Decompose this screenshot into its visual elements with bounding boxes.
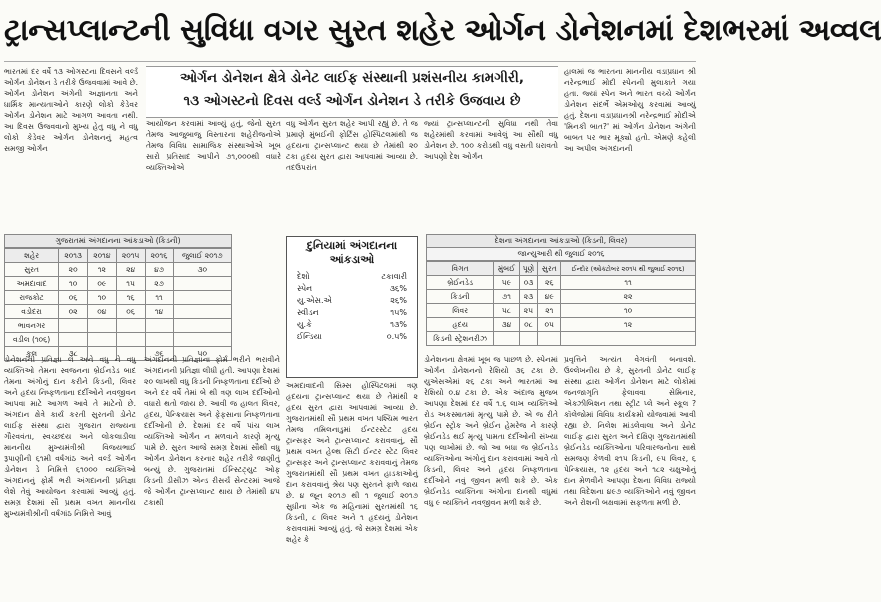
table-cell [561,332,696,346]
table-cell [173,277,232,291]
table-cell: ૦૯ [88,277,117,291]
table-cell: વડોદરા [5,305,59,319]
column-bottom-5: પ્રવૃત્તિને અત્યંત વેગવંતી બનાવશે. ઉલ્લેખનીય છે કે, સુરતની ડોનેટ લાઈફ સંસ્થા દ્વારા ઓર્ગન ડોનેશન માટે લોકોમાં જનજાગૃતિ ફેલાવવા સેમિનાર, એક્ઝીબિશન તથા સ્ટ્રીટ પ્લે અને સ્કૂલ ? કૉલેજોમાં વિવિધ કાર્યક્રમો યોજવામાં આવી રહ્યા છે. નિલેશ માંડલેવાલા અને ડોનેટ લાઈફ દ્વારા સુરત અને દક્ષિણ ગુજરાતમાંથી બ્રેઈનડેડ વ્યક્તિઓના પરિવારજનોના સાથે સમજણ કેળવી ૨૧૫ કિડની, ૯૫ લિવર, ૬ પેન્ક્રિયાસ, ૧૨ હૃદય અને ૧૮૨ ચક્ષુઓનું દાન મેળવીને આપણા દેશના વિવિધ રાજ્યો તથા વિદેશના ૪૯૭ વ્યક્તિઓને નવું જીવન અને રોશની બક્ષવામાં સફળતા મળી છે. [564,355,696,507]
table-cell [59,319,88,333]
table-header: પૂણે [519,262,538,276]
world-box-percent: ૩૬% [389,284,407,293]
subheadline-line-2: ૧૩ ઓગસ્ટનો દિવસ વર્લ્ડ ઓર્ગન ડોનેશન ડે તરીકે ઉજવાય છે [183,93,521,109]
table-cell: ૨૦ [59,263,88,277]
world-box-title: દુનિયામાં અંગદાનના આંકડાઓ [306,239,398,266]
column-bottom-2: અંગદાનની પ્રતિજ્ઞાના ફોર્મ ભરીને ભરાવીને અંગદાનની પ્રતિજ્ઞા લીધી હતી. આપણા દેશમાં ૨૦ લાખથી વધુ કિડની નિષ્ફળતાના દર્દીઓ છે અને દર વર્ષે તેમાં બે થી ત્રણ લાખ દર્દીઓનો વધારો થતો જાય છે. આવી જ હાલત લિવર, હૃદય, પેન્ક્રિયાસ અને ફેફસાના નિષ્ફળતાના દર્દીઓની છે. દેશમાં દર વર્ષે પાંચ લાખ વ્યક્તિઓ ઓર્ગન ન મળવાને કારણે મૃત્યુ પામે છે. સુરત આજે સમગ્ર દેશમાં સૌથી વધુ ઓર્ગન ડોનેશન કરનાર શહેર તરીકે જાણીતું બન્યું છે. ગુજરાતમાં ઈન્સ્ટિટ્યુટ ઓફ કિડની ડીસીઝ એન્ડ રીસર્ચ સેન્ટરમાં આજે જે ઓર્ગન ટ્રાન્સપ્લાન્ટ થાય છે તેમાંથી ૪૫ ટકાથી [144,355,280,507]
column-bottom-4: ડોનેશનના ક્ષેત્રમાં ખૂબ જ પાછળ છે. સ્પેનમાં ઓર્ગન ડોનેશનનો રેશિયો ૩૬ ટકા છે. યુએસએમાં ૨૬ ટકા અને ભારતમાં આ રેશિયો ૦.૪ ટકા છે. એક અંદાજ મુજબ આપણા દેશમાં દર વર્ષે ૧.૬ લાખ વ્યક્તિઓ રોડ અકસ્માતમાં મૃત્યુ પામે છે. એ જ રીતે બ્રેઈન સ્ટ્રોક અને બ્રેઈન હેમરેજ ને કારણે બ્રેઈનડેડ થઈ મૃત્યુ પામતા દર્દીઓની સંખ્યા પણ લાખોમાં છે. જો આ બધા જ બ્રેઈનડેડ વ્યક્તિઓના અંગોનું દાન કરાવવામાં આવે તો કિડની, લિવર અને હૃદય નિષ્ફળતાના દર્દીઓને નવું જીવન મળી શકે છે. એક બ્રેઈનડેડ વ્યક્તિના અંગોના દાનથી વધુમાં વધુ ૯ વ્યક્તિને નવજીવન મળી શકે છે. [424,355,558,507]
table-cell: ૨૪ [116,263,145,277]
table-row [427,290,696,304]
table-cell: ૧૧ [561,276,696,290]
headline-rule [4,61,696,62]
table-cell: ૫૦ [173,347,232,361]
table-cell: લિવર [427,304,494,318]
table-cell: ૩૪ [494,318,519,332]
india-table-subtitle: જાન્યુઆરી થી જુલાઈ ૨૦૧૬ [426,248,696,261]
table-cell: ૩૮ [59,347,88,361]
world-box-country: સ્પેન [297,284,313,293]
table-cell: ૦૮ [519,318,538,332]
column-bottom-3: અમદાવાદની સિમ્સ હોસ્પિટલમાં ત્રણ હૃદયના ટ્રાન્સપ્લાન્ટ થયા છે તેમાંથી ૨ હૃદય સુરત દ્વારા આપવામાં આવ્યા છે. ગુજરાતમાંથી સૌ પ્રથમ વખત પશ્ચિમ ભારત તેમજ તમિલનાડુમાં ઈન્ટરસ્ટેટ હૃદય ટ્રાન્સફર અને ટ્રાન્સપ્લાન્ટ કરાવવાનું, સૌ પ્રથમ વખત હેલ્થ સિટી ઈન્ટર સ્ટેટ લિવર ટ્રાન્સફર અને ટ્રાન્સપ્લાન્ટ કરાવવાનું તેમજ ગુજરાતમાંથી સૌ પ્રથમ વખત હાડકાઓનું દાન કરાવવાનું શ્રેય પણ સુરતને ફાળે જાય છે. ૪ જૂન ૨૦૧૭ થી ૧ જુલાઈ ૨૦૧૭ સુધીના એક જ મહિનામાં સુરતમાંથી ૧૬ કિડની, ૮ લિવર અને ૧ હૃદયનું ડોનેશન કરાવવામાં આવ્યું હતું. જે સમગ્ર દેશમાં એક શહેર કે [286,381,418,544]
table-cell: બ્રેઈનડેડ [427,276,494,290]
column-top-2: આયોજન કરવામાં આવ્યું હતું, જેનો સુરત તેમજ આજુબાજુ વિસ્તારના શહેરીજનોએ તેમજ વિવિધ સામાજિક સંસ્થાઓએ ખૂબ સારો પ્રતિસાદ આપીને ૭૧,૦૦૦થી વધારે વ્યક્તિઓએ [146,119,281,172]
gujarat-table-title: ગુજરાતમાં અંગદાનના આંકડાઓ (કિડની) [4,234,232,248]
table-cell: ૪૭ [145,263,173,277]
table-cell [88,319,117,333]
table-cell: ૧૪ [145,305,173,319]
world-box-percent: ૧૫% [390,308,407,317]
table-cell: ૧૦ [561,304,696,318]
table-cell: ૧૦ [88,291,117,305]
table-cell: વડીલ (૧૦૬) [5,333,59,347]
subheadline-box [146,66,558,118]
table-cell [145,333,173,347]
table-row [427,318,696,332]
table-header: જુલાઈ ૨૦૧૭ [173,249,232,263]
gujarat-organ-table [4,234,232,361]
table-cell: ૪૯ [538,290,561,304]
world-box-header [287,271,417,283]
table-row [5,319,232,333]
table-row [427,276,696,290]
table-header: મુંબઈ [494,262,519,276]
table-cell [59,333,88,347]
table-cell: ૫૮ [494,304,519,318]
world-box-country: યુ.એસ.એ [297,296,332,305]
column-top-3: વધુ ઓર્ગન સુરત શહેર આપી રહ્યું છે. તે જ પ્રમાણે મુંબઈની ફોર્ટિસ હોસ્પિટલમાંથી જ હૃદયના ટ્રાન્સપ્લાન્ટ થયા છે તેમાંથી ૨૦ ટકા હૃદય સુરત દ્વારા આપવામાં આવ્યા છે. તદઉપરાંત [286,119,418,172]
table-cell [116,333,145,347]
table-cell: હૃદય [427,318,494,332]
table-cell: ૨૭ [145,277,173,291]
column-top-5: હાલમાં જ ભારતના માનનીય વડાપ્રધાન શ્રી નરેન્દ્રભાઈ મોદી સ્પેનની મુલાકાતે ગયા હતા. જ્યાં સ્પેન અને ભારત વચ્ચે ઓર્ગન ડોનેશન સંદર્ભે એમઓયુ કરવામાં આવ્યું હતું. દેશના વડાપ્રધાનશ્રી નરેન્દ્રભાઈ મોદીએ 'મિનકી બાત?' માં ઓર્ગન ડોનેશન અંગેની બાબત પર ભાર મૂક્યો હતો. એમણે કહેલી આ અપીલ અંગદાનની [564,67,696,153]
table-cell [494,332,519,346]
column-top-4: જ્યાં ટ્રાન્સપ્લાન્ટની સુવિધા નથી તેવા શહેરમાંથી કરવામાં આવેલું આ સૌથી વધુ ડોનેશન છે. ૧૦૦ કરોડથી વધુ વસતી ધરાવતો આપણો દેશ ઓર્ગન [424,119,558,161]
table-cell: ૧૦ [59,277,88,291]
world-box-row [287,283,417,295]
table-header: સુરત [538,262,561,276]
table-cell [519,332,538,346]
table-row [427,304,696,318]
table-header: વિગત [427,262,494,276]
table-cell: ૨૧ [538,304,561,318]
world-box-row [287,331,417,343]
table-cell: ભાવનગર [5,319,59,333]
world-box-percent: ૦.૫% [386,332,407,341]
table-cell: ૭૧ [494,290,519,304]
subheadline-line-1: ઓર્ગન ડોનેશન ક્ષેત્રે ડોનેટ લાઈફ સંસ્થાની પ્રશંસનીય કામગીરી, [179,70,524,86]
india-table-title: દેશના અંગદાનના આંકડાઓ (કિડની, લિવર) [426,234,696,248]
table-cell: ૧૨ [88,263,117,277]
table-cell [173,291,232,305]
table-cell: ૧૧ [145,291,173,305]
india-organ-table [426,234,696,346]
table-header: ૨૦૧૬ [145,249,173,263]
world-box-col-country: દેશો [297,272,310,281]
table-cell: ૨૫ [519,304,538,318]
table-cell: ૦૩ [519,276,538,290]
table-cell: ૫૯ [494,276,519,290]
world-box-percent: ૨૬% [390,296,407,305]
table-cell [173,305,232,319]
table-cell [538,332,561,346]
table-cell: રાજકોટ [5,291,59,305]
headline: ટ્રાન્સપ્લાન્ટની સુવિધા વગર સુરત શહેર ઓર્ગન ડોનેશનમાં દેશભરમાં અવ્વલ [4,13,881,48]
table-cell: ૩૦ [173,263,232,277]
table-cell: ૦૪ [88,305,117,319]
table-cell: ૨૩ [519,290,538,304]
table-cell: ૧૫ [116,277,145,291]
table-row [5,263,232,277]
table-cell [116,319,145,333]
table-cell: ૨૬ [538,276,561,290]
world-box-row [287,319,417,331]
world-box-col-pct: ટકાવારી [381,272,407,281]
table-cell: ૦૬ [116,305,145,319]
table-cell: ૦૫ [538,318,561,332]
table-header: ૨૦૧૩ [59,249,88,263]
table-header: ૨૦૧૪ [88,249,117,263]
table-cell: અમદાવાદ [5,277,59,291]
table-cell [88,333,117,347]
world-box-row [287,307,417,319]
table-row [5,333,232,347]
column-top-1: ભારતમાં દર વર્ષે ૧૩ ઓગસ્ટના દિવસને વર્લ્ડ ઓર્ગન ડોનેશન ડે તરીકે ઉજવવામાં આવે છે. ઓર્ગન ડોનેશન અંગેની અજ્ઞાનતા અને ધાર્મિક માન્યતાઓને કારણે લોકો કેડેવર ઓર્ગન ડોનેશન માટે આગળ આવતા નથી. આ દિવસ ઉજવવાનો મુખ્ય હેતુ વધુ ને વધુ લોકો કેડેવર ઓર્ગન ડોનેશનનું મહત્વ સમજી ઓર્ગન [4,67,138,153]
table-cell: કિડની સ્ટ્રેશનરીઝ [427,332,494,346]
table-cell: ૦૬ [59,291,88,305]
table-cell: કુલ [5,347,59,361]
world-box-country: સ્વીડન [297,308,319,317]
table-cell: ૧૨ [561,318,696,332]
world-donation-box [286,236,418,378]
world-box-percent: ૧૩% [390,320,407,329]
table-cell [145,319,173,333]
table-cell: ૨૨ [561,290,696,304]
table-header: ઈન્દોર (ઓક્ટોબર ૨૦૧૫ થી જુલાઈ ૨૦૧૬) [561,262,696,276]
table-cell [173,319,232,333]
table-cell: ૭૬ [145,347,173,361]
table-cell: સુરત [5,263,59,277]
table-cell [173,333,232,347]
table-header: શહેર [5,249,59,263]
table-cell: ૧૬ [116,291,145,305]
table-header: ૨૦૧૫ [116,249,145,263]
world-box-country: યુ.કે [297,320,312,329]
table-row [5,277,232,291]
world-box-row [287,295,417,307]
table-row [427,332,696,346]
table-row [5,305,232,319]
world-box-country: ઈન્ડિયા [297,332,322,341]
table-cell: ૦૨ [59,305,88,319]
column-bottom-1: ડોનેશનની પ્રતિજ્ઞા લે અને વધુ ને વધુ વ્યક્તિઓ તેમના સ્વજનના બ્રેઈનડેડ બાદ તેમના અંગોનું દાન કરીને કિડની, લિવર અને હૃદય નિષ્ફળતાના દર્દીઓને નવજીવન આપવા માટે આગળ આવે તે માટેનો છે. અંગદાન ક્ષેત્રે કાર્ય કરતી સુરતની ડોનેટ લાઈફ સંસ્થા દ્વારા ગુજરાત રાજ્યના ગૌરવવંતા, સ્વચ્છદય અને લોકલાડીલા માનનીય મુખ્યમંત્રીશ્રી વિજયભાઈ રૂપાણીની ૬૧મી વર્ષગાંઠ અને વર્લ્ડ ઓર્ગન ડોનેશન ડે નિમિત્તે ૬૧૦૦૦ વ્યક્તિઓ અંગદાનનું ફોર્મ ભરી અંગદાનની પ્રતિજ્ઞા લેશે તેવું આયોજન કરવામાં આવ્યું હતું. સમગ્ર દેશમાં સૌ પ્રથમ વખત માનનીય મુખ્યમંત્રીશ્રીની વર્ષગાંઠ નિમિત્તે આવું [4,355,136,518]
table-row [5,291,232,305]
table-cell: કિડની [427,290,494,304]
